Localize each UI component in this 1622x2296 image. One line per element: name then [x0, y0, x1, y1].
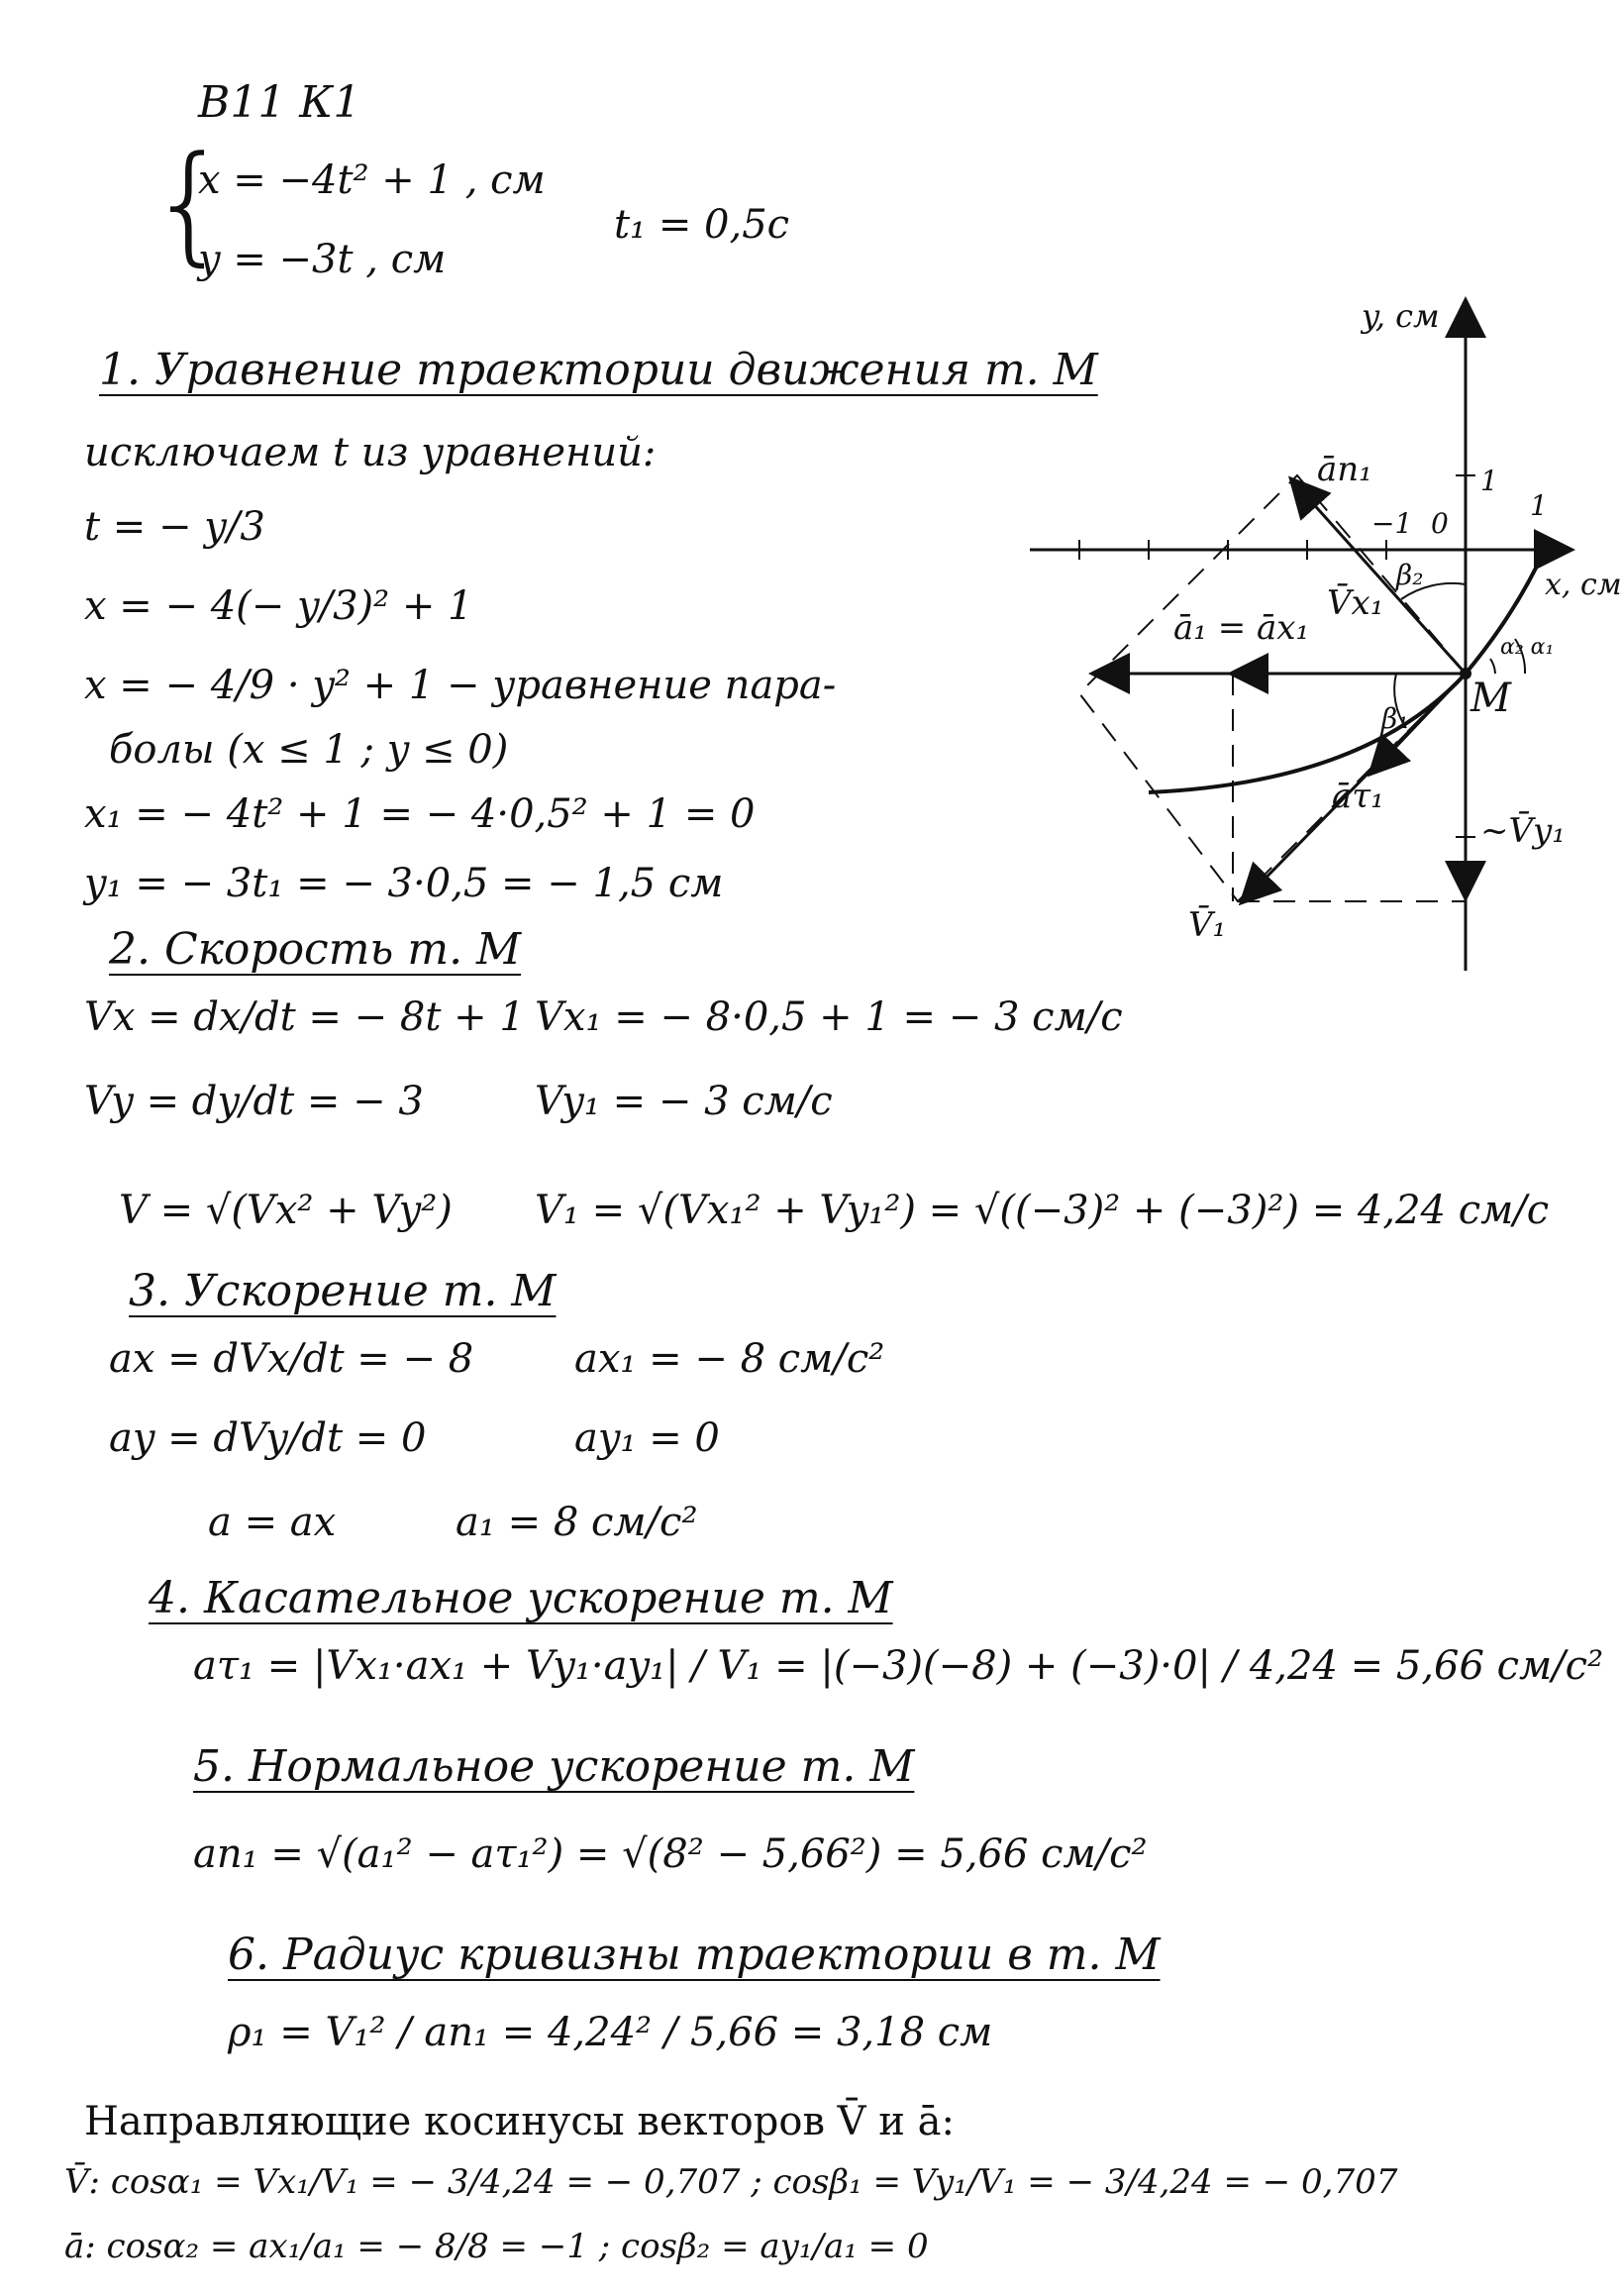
velocity-x: Vx = dx/dt = − 8t + 1 — [84, 994, 525, 1040]
section-1-line-2: x = − 4(− y/3)² + 1 — [84, 583, 473, 629]
acceleration-x1: ax₁ = − 8 см/с² — [574, 1336, 885, 1382]
velocity-y-label: ~V̄y₁ — [1480, 811, 1566, 851]
equation-x: x = −4t² + 1 , см — [198, 157, 546, 203]
alpha-label: α₂ α₁ — [1500, 635, 1555, 660]
velocity-x1: Vx₁ = − 8·0,5 + 1 = − 3 см/с — [535, 994, 1123, 1040]
tick-label-x1: 1 — [1530, 489, 1548, 522]
section-5-heading: 5. Нормальное ускорение т. M — [193, 1741, 915, 1792]
section-3-heading: 3. Ускорение т. M — [129, 1266, 557, 1316]
acceleration-total: a = ax — [208, 1500, 337, 1545]
system-brace: { — [149, 128, 231, 278]
motion-diagram — [990, 277, 1622, 991]
velocity-y: Vy = dy/dt = − 3 — [84, 1079, 424, 1124]
velocity-label: V̄₁ — [1188, 905, 1227, 945]
cosines-velocity: V̄: cosα₁ = Vx₁/V₁ = − 3/4,24 = − 0,707 ; cosβ₁ = Vy₁/V₁ = − 3/4,24 = − 0,707 — [64, 2162, 1398, 2202]
section-1-line-1: t = − y/3 — [84, 504, 265, 550]
normal-acceleration: an₁ = √(a₁² − aτ₁²) = √(8² − 5,66²) = 5,66 см/с² — [193, 1831, 1148, 1877]
tick-label-xm1: −1 — [1371, 507, 1413, 540]
cosines-heading: Направляющие косинусы векторов V̄ и ā: — [84, 2099, 955, 2144]
section-4-heading: 4. Касательное ускорение т. M — [149, 1573, 893, 1623]
normal-acceleration-label: ān₁ — [1317, 450, 1372, 489]
tick-label-origin: 0 — [1431, 507, 1449, 540]
y-axis-label: y, см — [1362, 297, 1440, 335]
acceleration-y1: ay₁ = 0 — [574, 1415, 720, 1461]
section-2-heading: 2. Скорость т. M — [109, 924, 522, 975]
cosines-acceleration: ā: cosα₂ = ax₁/a₁ = − 8/8 = −1 ; cosβ₂ = ay₁/a₁ = 0 — [64, 2227, 929, 2266]
curvature-radius: ρ₁ = V₁² / an₁ = 4,24² / 5,66 = 3,18 см — [228, 2010, 993, 2055]
section-1-intro: исключаем t из уравнений: — [84, 430, 657, 475]
velocity-magnitude-1: V₁ = √(Vx₁² + Vy₁²) = √((−3)² + (−3)²) = 4,24 см/с — [535, 1188, 1550, 1233]
acceleration-y: ay = dVy/dt = 0 — [109, 1415, 427, 1461]
acceleration-total-1: a₁ = 8 см/с² — [456, 1500, 698, 1545]
section-6-heading: 6. Радиус кривизны траектории в т. M — [228, 1930, 1161, 1980]
tangential-acceleration: aτ₁ = |Vx₁·ax₁ + Vy₁·ay₁| / V₁ = |(−3)(−8) + (−3)·0| / 4,24 = 5,66 см/с² — [193, 1643, 1604, 1689]
page-title: В11 К1 — [198, 77, 361, 128]
tangential-acceleration-label: āτ₁ — [1332, 777, 1384, 816]
acceleration-label: ā₁ = āx₁ — [1173, 608, 1310, 648]
beta2-label: β₂ — [1396, 559, 1424, 591]
velocity-magnitude: V = √(Vx² + Vy²) — [119, 1188, 453, 1233]
section-1-line-5: x₁ = − 4t² + 1 = − 4·0,5² + 1 = 0 — [84, 791, 756, 837]
acceleration-x: ax = dVx/dt = − 8 — [109, 1336, 474, 1382]
section-1-line-4: болы (x ≤ 1 ; y ≤ 0) — [109, 727, 509, 773]
x-axis-label: x, см — [1545, 568, 1622, 602]
beta1-label: β₁ — [1381, 702, 1409, 735]
velocity-x-label: V̄x₁ — [1327, 583, 1384, 623]
velocity-y1: Vy₁ = − 3 см/с — [535, 1079, 833, 1124]
equation-y: y = −3t , см — [198, 237, 447, 282]
section-1-line-6: y₁ = − 3t₁ = − 3·0,5 = − 1,5 см — [84, 861, 724, 906]
section-1-heading: 1. Уравнение траектории движения т. M — [99, 345, 1098, 395]
point-label: M — [1470, 676, 1511, 721]
time-value: t₁ = 0,5с — [614, 202, 790, 248]
section-1-line-3: x = − 4/9 · y² + 1 − уравнение пара- — [84, 663, 837, 708]
tick-label-y1: 1 — [1480, 465, 1498, 497]
